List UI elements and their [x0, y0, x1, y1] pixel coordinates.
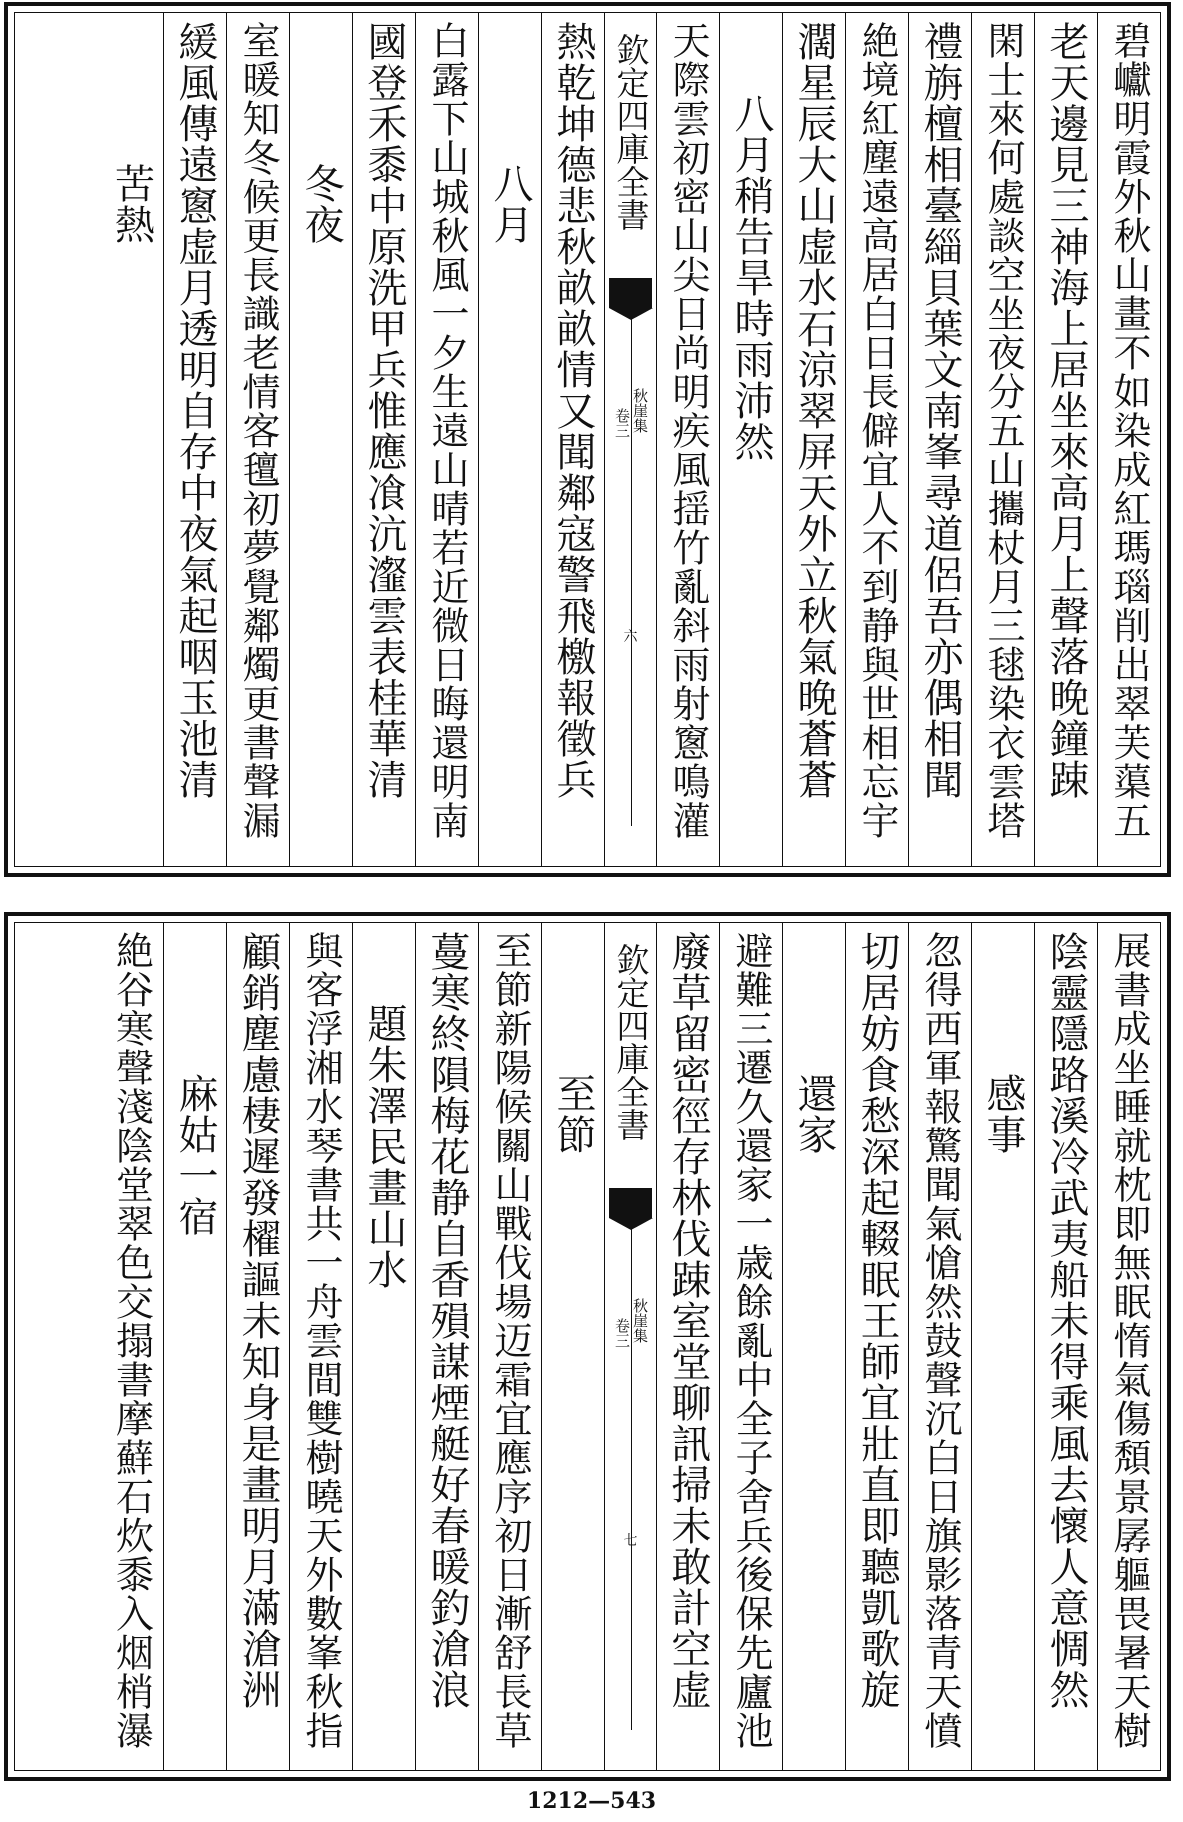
volume-label: 卷三: [613, 1318, 631, 1348]
poem-title: 感事: [980, 1073, 1026, 1155]
poem-title: 八月: [487, 163, 533, 245]
poem-title-column: [719, 13, 782, 866]
text-column: [478, 923, 541, 1770]
collection-name: 秋崖集: [631, 388, 649, 433]
text-column: [908, 923, 971, 1770]
text-line: 熱乾坤德悲秋畝畝情又聞鄰寇警飛檄報徵兵: [550, 21, 596, 800]
top-page: [4, 2, 1171, 877]
text-column: [226, 13, 289, 866]
text-column: [415, 13, 478, 866]
text-column: [1034, 923, 1097, 1770]
text-line: 室暖知冬候更長識老情客氊初夢覺鄰燭更書聲漏: [236, 21, 280, 840]
poem-title: 苦熱: [108, 163, 155, 245]
fishtail-ornament: [609, 1188, 652, 1218]
text-column: [541, 13, 604, 866]
poem-title-column: [782, 923, 845, 1770]
text-column: [656, 923, 719, 1770]
text-line: 切居妨食愁深起輟眠王師宜壯直即聽凱歌旋: [854, 931, 900, 1710]
poem-title-column: [163, 923, 226, 1770]
text-column: [352, 13, 415, 866]
text-column: [908, 13, 971, 866]
poem-title: 八月稍告旱時雨沛然: [728, 93, 774, 462]
text-column: [100, 923, 163, 1770]
text-line: 蔓寒終隕梅花静自香殞謀煙艇好春暖釣滄浪: [424, 931, 470, 1710]
text-line: 避難三遷久還家一歳餘亂中全子舍兵後保先廬池: [729, 931, 773, 1750]
text-line: 緩風傳遠窻虚月透明自存中夜氣起咽玉池清: [172, 21, 218, 800]
text-column: [971, 13, 1034, 866]
book-title: 欽定四庫全書: [611, 33, 651, 231]
text-line: 白露下山城秋風一夕生遠山晴若近微日晦還明南: [425, 21, 469, 840]
text-column: [719, 923, 782, 1770]
text-line: 濶星辰大山虚水石涼翠屏天外立秋氣晚蒼蒼: [791, 21, 837, 800]
leaf-number: 七: [623, 1533, 638, 1549]
leaf-number: 六: [623, 629, 638, 645]
text-line: 陰靈隱路溪冷武夷船未得乘風去懷人意惆然: [1043, 931, 1089, 1710]
poem-title: 至節: [550, 1073, 596, 1155]
poem-title-column: [478, 13, 541, 866]
text-line: 天際雲初密山尖日尚明疾風揺竹亂斜雨射窻鳴灌: [666, 21, 710, 840]
volume-label: 卷三: [613, 408, 631, 438]
poem-title-column: [971, 923, 1034, 1770]
text-line: 絶境紅塵遠高居白日長僻宜人不到静與世相忘宇: [855, 21, 899, 840]
text-column: [415, 923, 478, 1770]
text-column: [782, 13, 845, 866]
poem-title-column: [541, 923, 604, 1770]
text-line: 國登禾黍中原洗甲兵惟應飡沆瀣雲表桂華清: [361, 21, 407, 800]
text-line: 廢草留密徑存林伐踈室堂聊訊掃未敢計空虚: [665, 931, 711, 1710]
poem-title-column: [100, 13, 163, 866]
center-banner: [604, 923, 656, 1770]
bottom-page-frame: [14, 922, 1161, 1771]
text-line: 禮旃檀相臺緇貝葉文南峯尋道侶吾亦偶相聞: [917, 21, 963, 800]
text-line: 老天邊見三神海上居坐來高月上聲落晚鐘踈: [1043, 21, 1089, 800]
text-line: 閑士來何處談空坐夜分五山攜杖月三毬染衣雲塔: [981, 21, 1025, 840]
collection-name: 秋崖集: [631, 1298, 649, 1343]
text-column: [845, 923, 908, 1770]
page-code: 1212—543: [526, 1788, 657, 1814]
poem-title-column: [289, 13, 352, 866]
poem-title-column: [352, 923, 415, 1770]
poem-title: 麻姑一宿: [172, 1073, 218, 1237]
book-title: 欽定四庫全書: [611, 943, 651, 1141]
text-column: [1034, 13, 1097, 866]
text-column: [163, 13, 226, 866]
poem-title: 還家: [791, 1073, 837, 1155]
text-line: 碧巘明霞外秋山畫不如染成紅瑪瑙削出翠芙蕖五: [1107, 21, 1151, 840]
top-page-frame: [14, 12, 1161, 867]
text-line: 絶谷寒聲淺陰堂翠色交搨書摩蘚石炊黍入烟梢瀑: [109, 931, 154, 1750]
text-column: [656, 13, 719, 866]
text-column: [226, 923, 289, 1770]
poem-title: 題朱澤民畫山水: [361, 1003, 407, 1290]
text-line: 顧銷塵慮棲遲發櫂謳未知身是畫明月滿滄洲: [235, 931, 281, 1710]
text-line: 展書成坐睡就枕即無眠惰氣傷頽景孱軀畏暑天樹: [1107, 931, 1151, 1750]
bottom-page: [4, 912, 1171, 1781]
text-line: 至節新陽候關山戰伐場迈霜宜應序初日漸舒長草: [488, 931, 532, 1750]
text-column: [1097, 923, 1160, 1770]
text-column: [1097, 13, 1160, 866]
text-line: 忽得西軍報驚聞氣愴然鼓聲沉白日旗影落青天憤: [918, 931, 962, 1750]
center-banner: [604, 13, 656, 866]
text-line: 與客浮湘水琴書共一舟雲間雙樹曉天外數峯秋指: [299, 931, 343, 1750]
text-column: [289, 923, 352, 1770]
text-column: [845, 13, 908, 866]
fishtail-ornament: [609, 278, 652, 308]
poem-title: 冬夜: [298, 163, 344, 245]
